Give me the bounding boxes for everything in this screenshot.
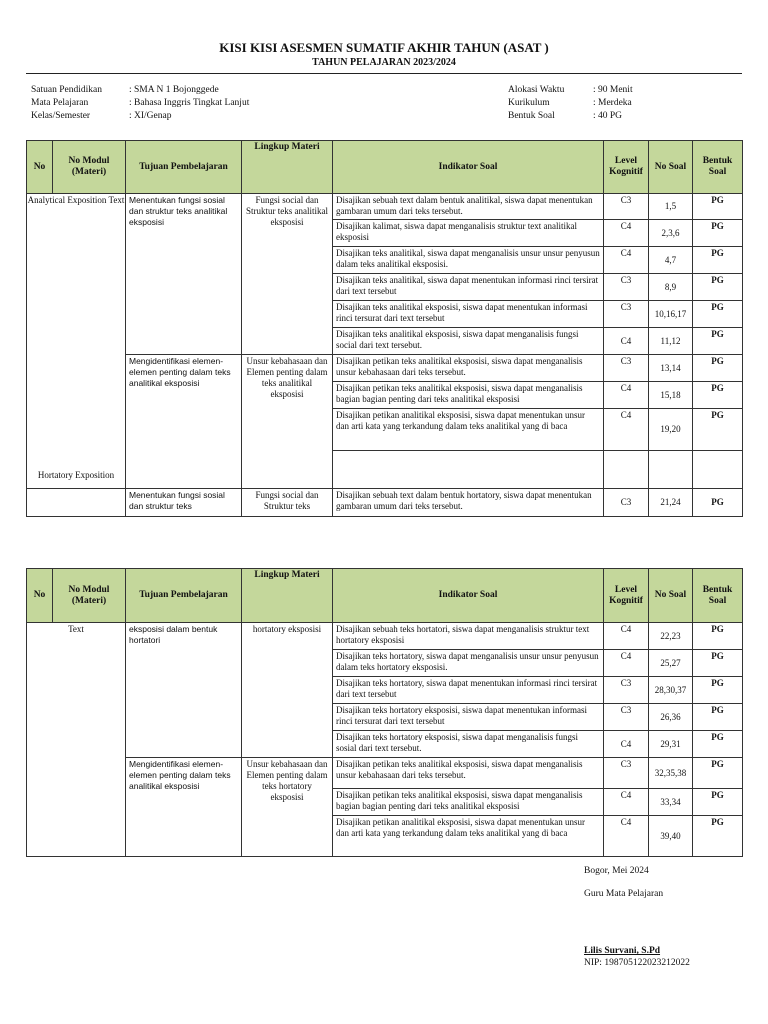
bentuk-cell: PG [693,789,743,816]
bentuk-cell: PG [693,650,743,677]
bentuk-cell: PG [693,355,743,382]
col-indikator: Indikator Soal [333,141,604,194]
level-cell: C3 [604,489,649,517]
indikator-cell: Disajikan petikan teks analitikal eksposisi, siswa dapat menganalisis bagian bagian penting dari teks analitikal eksposisi [333,789,604,816]
kisi-table-1 [26,140,743,517]
header-divider [26,73,742,74]
nosoal-cell: 33,34 [649,789,693,816]
col-nosoal: No Soal [649,141,693,194]
indikator-cell: Disajikan teks hortatory, siswa dapat menganalisis unsur unsur penyusun dalam teks hortatory eksposisi. [333,650,604,677]
level-cell: C4 [604,328,649,355]
col-tujuan: Tujuan Pembelajaran [126,569,242,623]
col-indikator: Indikator Soal [333,569,604,623]
level-cell: C4 [604,409,649,451]
info-row [31,97,249,110]
indikator-cell: Disajikan petikan teks analitikal eksposisi, siswa dapat menganalisis unsur kebahasaan dari teks tersebut. [333,355,604,382]
bentuk-cell: PG [693,816,743,857]
col-lingkup: Lingkup Materi [242,141,333,194]
kisi-table-2 [26,568,743,857]
info-row [508,110,633,123]
nosoal-cell: 32,35,38 [649,758,693,789]
col-modul: No Modul (Materi) [53,569,126,623]
bentuk-cell: PG [693,220,743,247]
nosoal-cell: 26,36 [649,704,693,731]
table-row [27,194,743,220]
tujuan-cell: Mengidentifikasi elemen-elemen penting dalam teks analitikal eksposisi [126,355,242,489]
modul-cell [27,489,126,517]
info-left [31,84,249,123]
indikator-cell: Disajikan petikan teks analitikal eksposisi, siswa dapat menganalisis bagian bagian penting dari teks analitikal eksposisi [333,382,604,409]
info-right [508,84,633,123]
tujuan-cell: Menentukan fungsi sosial dan struktur teks analitikal eksposisi [126,194,242,355]
bentuk-cell: PG [693,274,743,301]
bentuk-cell: PG [693,247,743,274]
col-bentuk: Bentuk Soal [693,141,743,194]
nosoal-cell: 15,18 [649,382,693,409]
info-row [31,110,249,123]
signature-role: Guru Mata Pelajaran [584,889,664,899]
nosoal-cell: 19,20 [649,409,693,451]
info-row [31,84,249,97]
col-tujuan: Tujuan Pembelajaran [126,141,242,194]
info-label: Kelas/Semester [31,111,91,121]
bentuk-cell: PG [693,758,743,789]
level-cell: C3 [604,704,649,731]
bentuk-cell: PG [693,382,743,409]
lingkup-cell: Unsur kebahasaan dan Elemen penting dalam teks hortatory eksposisi [242,758,333,857]
level-cell: C4 [604,220,649,247]
indikator-cell: Disajikan teks analitikal eksposisi, siswa dapat menentukan informasi rinci tersurat dari text tersebut [333,301,604,328]
modul-cell: Text [27,623,126,857]
level-cell: C4 [604,623,649,650]
lingkup-cell: Fungsi social dan Struktur teks analitikal eksposisi [242,194,333,355]
level-cell: C4 [604,382,649,409]
nosoal-cell: 10,16,17 [649,301,693,328]
table-row [27,355,743,382]
table-row [27,489,743,517]
col-level: Level Kognitif [604,141,649,194]
modul-hortatory: Hortatory Exposition [37,470,115,480]
nosoal-cell: 29,31 [649,731,693,758]
nosoal-cell: 22,23 [649,623,693,650]
col-bentuk: Bentuk Soal [693,569,743,623]
indikator-cell: Disajikan petikan teks analitikal eksposisi, siswa dapat menganalisis unsur kebahasaan dari teks tersebut. [333,758,604,789]
info-value: : Merdeka [593,98,632,108]
nosoal-cell: 25,27 [649,650,693,677]
level-cell [604,451,649,489]
bentuk-cell: PG [693,623,743,650]
info-label: Alokasi Waktu [508,85,565,95]
level-cell: C4 [604,247,649,274]
bentuk-cell: PG [693,301,743,328]
bentuk-cell: PG [693,731,743,758]
table-row [27,623,743,650]
table-row [27,758,743,789]
bentuk-cell: PG [693,677,743,704]
indikator-cell: Disajikan teks hortatory, siswa dapat menentukan informasi rinci tersirat dari text tersebut [333,677,604,704]
indikator-cell: Disajikan petikan analitikal eksposisi, siswa dapat menentukan unsur dan arti kata yang terkandung dalam teks analitikal yang di baca [333,409,604,451]
indikator-cell: Disajikan sebuah teks hortatori, siswa dapat menganalisis struktur text hortatory eksposisi [333,623,604,650]
tujuan-cell: Mengidentifikasi elemen-elemen penting dalam teks analitikal eksposisi [126,758,242,857]
table-header-row [27,569,743,623]
indikator-cell: Disajikan teks analitikal, siswa dapat menentukan informasi rinci tersirat dari text tersebut [333,274,604,301]
nosoal-cell: 28,30,37 [649,677,693,704]
level-cell: C4 [604,789,649,816]
info-row [508,97,633,110]
table-header-row [27,141,743,194]
info-value: : 90 Menit [593,85,633,95]
col-no: No [27,569,53,623]
level-cell: C4 [604,731,649,758]
level-cell: C3 [604,274,649,301]
info-label: Kurikulum [508,98,550,108]
indikator-cell: Disajikan petikan analitikal eksposisi, siswa dapat menentukan unsur dan arti kata yang terkandung dalam teks analitikal yang di baca [333,816,604,857]
modul-cell [27,194,126,489]
bentuk-cell: PG [693,409,743,451]
col-nosoal: No Soal [649,569,693,623]
nosoal-cell [649,451,693,489]
tujuan-cell: Menentukan fungsi sosial dan struktur teks [126,489,242,517]
nosoal-cell: 1,5 [649,194,693,220]
info-value: : Bahasa Inggris Tingkat Lanjut [129,98,250,108]
info-label: Bentuk Soal [508,111,555,121]
level-cell: C3 [604,758,649,789]
document-title: KISI KISI ASESMEN SUMATIF AKHIR TAHUN (ASAT ) [219,40,549,55]
info-value: : 40 PG [593,111,623,121]
document-subtitle: TAHUN PELAJARAN 2023/2024 [312,57,456,68]
col-lingkup: Lingkup Materi [242,569,333,623]
indikator-cell: Disajikan sebuah text dalam bentuk hortatory, siswa dapat menentukan gambaran umum dari teks tersebut. [333,489,604,517]
indikator-cell: Disajikan kalimat, siswa dapat menganalisis struktur text analitikal eksposisi [333,220,604,247]
indikator-cell [333,451,604,489]
col-modul: No Modul (Materi) [53,141,126,194]
signature-nip: NIP: 198705122023212022 [584,958,690,968]
info-label: Mata Pelajaran [31,98,89,108]
bentuk-cell: PG [693,194,743,220]
indikator-cell: Disajikan teks analitikal, siswa dapat menganalisis unsur unsur penyusun dalam teks analitikal eksposisi. [333,247,604,274]
modul-analytical: Analytical Exposition Text [27,195,125,205]
indikator-cell: Disajikan teks analitikal eksposisi, siswa dapat menganalisis fungsi social dari text tersebut. [333,328,604,355]
level-cell: C4 [604,650,649,677]
lingkup-cell: Fungsi social dan Struktur teks [242,489,333,517]
indikator-cell: Disajikan sebuah text dalam bentuk analitikal, siswa dapat menentukan gambaran umum dari teks tersebut. [333,194,604,220]
bentuk-cell: PG [693,328,743,355]
nosoal-cell: 11,12 [649,328,693,355]
indikator-cell: Disajikan teks hortatory eksposisi, siswa dapat menentukan informasi rinci tersurat dari text tersebut [333,704,604,731]
nosoal-cell: 8,9 [649,274,693,301]
info-value: : SMA N 1 Bojonggede [129,85,219,95]
bentuk-cell [693,451,743,489]
level-cell: C3 [604,677,649,704]
nosoal-cell: 2,3,6 [649,220,693,247]
lingkup-cell: hortatory eksposisi [242,623,333,758]
info-label: Satuan Pendidikan [31,85,102,95]
level-cell: C4 [604,816,649,857]
signature-place-date: Bogor, Mei 2024 [584,866,649,876]
level-cell: C3 [604,194,649,220]
level-cell: C3 [604,301,649,328]
info-row [508,84,633,97]
nosoal-cell: 21,24 [649,489,693,517]
indikator-cell: Disajikan teks hortatory eksposisi, siswa dapat menganalisis fungsi sosial dari text tersebut. [333,731,604,758]
bentuk-cell: PG [693,489,743,517]
col-level: Level Kognitif [604,569,649,623]
tujuan-cell: eksposisi dalam bentuk hortatori [126,623,242,758]
info-value: : XI/Genap [129,111,172,121]
nosoal-cell: 4,7 [649,247,693,274]
nosoal-cell: 13,14 [649,355,693,382]
col-no: No [27,141,53,194]
nosoal-cell: 39,40 [649,816,693,857]
signature-name: Lilis Survani, S.Pd [584,946,661,956]
lingkup-cell: Unsur kebahasaan dan Elemen penting dalam teks analitikal eksposisi [242,355,333,489]
level-cell: C3 [604,355,649,382]
bentuk-cell: PG [693,704,743,731]
